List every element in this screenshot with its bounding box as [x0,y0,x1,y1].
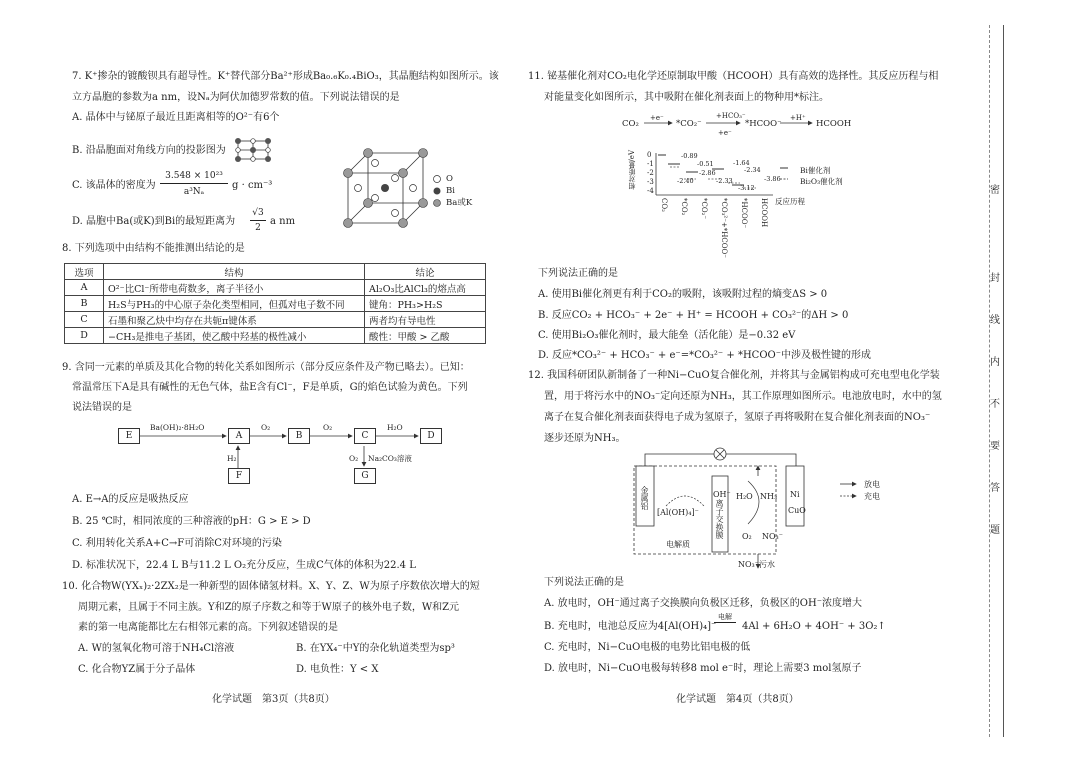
table-row [65,280,486,296]
q10-stem-line2: 周期元素，且属于不同主族。Y和Z的原子序数之和等于W原子的核外电子数，W和Z元 [78,602,460,613]
margin-char: 答 [990,483,1000,494]
value-label: -3.86 [764,175,781,183]
page-footer-right: 化学试题 第4页（共8页） [676,694,799,705]
q12-lead: 下列说法正确的是 [544,577,624,588]
q7-stem-line2: 立方晶胞的参数为a nm，设Nₐ为阿伏加德罗常数的值。下列说法错误的是 [72,92,400,103]
q8-header-option: 选项 [65,264,104,280]
arrow-label-o2-c: O₂ [349,454,359,463]
xcat-label: CO₂ [660,198,668,212]
arrow-label-baoh2: Ba(OH)₂·8H₂O [150,423,205,432]
q7-d-denominator: 2 [255,223,261,233]
cell: 石墨和聚乙炔中均存在共轭π键体系 [104,312,365,328]
chart-xlabel: 反应历程 [775,197,805,206]
scheme-hcooh: HCOOH [816,119,852,129]
chart-legend-bi: Bi催化剂 [800,166,831,175]
q9-option-a: A. E→A的反应是吸热反应 [72,494,189,505]
ytick-3: -3 [647,178,654,186]
q9-stem-line1: 9. 含同一元素的单质及其化合物的转化关系如图所示（部分反应条件及产物已略去）。已知： [62,362,470,373]
nh3-label: NH₃ [760,492,778,501]
binding-solid-line [1003,25,1004,737]
scheme-hcoo: *HCOO⁻ [745,119,782,129]
legend-markers [432,172,442,212]
margin-char: 线 [990,315,1000,326]
electrolysis-condition: 电解 [714,613,736,623]
q10-option-d: D. 电负性：Y < X [296,664,379,675]
q12-option-c: C. 充电时，Ni−CuO电极的电势比铝电极的低 [544,642,751,653]
q9-stem-line3: 说法错误的是 [72,402,132,413]
q9-stem-line2: 常温常压下A是具有碱性的无色气体，盐E含有Cl⁻，F是单质，G的焰色试验为黄色。下列 [72,382,468,393]
q12-option-a: A. 放电时，OH⁻通过离子交换膜向负极区迁移，负极区的OH⁻浓度增大 [544,598,862,609]
ytick-1: -1 [647,160,654,168]
cell: C [65,312,104,328]
chart-legend-bi2o3: Bi₂O₃催化剂 [800,177,843,186]
q11-option-c: C. 使用Bi₂O₃催化剂时，最大能垒（活化能）是−0.32 eV [538,330,796,341]
value-label: -2.34 [744,166,761,174]
charge-legend: 充电 [864,492,880,501]
q12-option-d: D. 放电时，Ni−CuO电极每转移8 mol e⁻时，理论上需要3 mol氢原子 [544,663,862,674]
box-e: E [118,428,140,444]
box-b: B [288,428,310,444]
arrow-label-na2co3: Na₂CO₃溶液 [368,454,412,463]
cell: 酸性：甲酸 > 乙酸 [365,328,486,344]
cuo-label: CuO [788,506,806,515]
arrow-label-o2-b: O₂ [323,423,333,432]
q10-option-c: C. 化合物YZ属于分子晶体 [78,664,196,675]
table-row [65,296,486,312]
q7-stem-line1: 7. K⁺掺杂的镀酸钡具有超导性。K⁺替代部分Ba²⁺形成Ba₀.₆K₀.₄BiO₃，其晶胞结构如图所示。该 [72,71,499,82]
q12-stem-line4: 逐步还原为NH₃。 [544,433,626,444]
arrow-label-h2o: H₂O [387,423,403,432]
cell: B [65,296,104,312]
margin-char: 不 [990,399,1000,410]
xcat-label: *CO₂ [680,198,688,216]
cell: D [65,328,104,344]
q11-stem-line2: 对能量变化如图所示，其中吸附在催化剂表面上的物种用*标注。 [544,92,829,103]
value-label: -0.51 [697,160,714,168]
scheme-e1: +e⁻ [650,114,664,122]
binding-dashed-line [989,25,990,737]
scheme-co2: CO₂ [622,119,639,129]
q8-header-structure: 结构 [104,264,365,280]
o2-label: O₂ [742,532,752,541]
q12-stem-line1: 12. 我国科研团队新制备了一种Ni−CuO复合催化剂，并将其与金属铝构成可充电型电化学装 [528,370,940,381]
arrow-label-o2-a: O₂ [261,423,271,432]
box-c: C [354,428,376,444]
electrolyte-label: 电解质 [666,540,690,549]
q10-stem-line3: 素的第一电离能都比左右相邻元素的高。下列叙述错误的是 [78,622,338,633]
legend-bi: Bi [446,186,455,196]
xcat-label: *HCOO⁻ [740,198,748,229]
scheme-arrows [640,116,820,130]
arrow-label-h2: H₂ [227,454,237,463]
q11-lead: 下列说法正确的是 [538,268,618,279]
value-label: -1.64 [733,159,750,167]
membrane-label: 离子交换膜 [715,499,724,539]
table-row [65,312,486,328]
q7-option-c-prefix: C. 该晶体的密度为 [72,180,156,191]
xcat-label: *CO₂⁻ [700,198,708,220]
q7-d-unit: a nm [270,216,296,227]
box-f: F [228,468,250,484]
xcat-label: *CO₃²⁻+*HCOO⁻ [720,198,728,258]
cell: H₂S与PH₃的中心原子杂化类型相同，但孤对电子数不同 [104,296,365,312]
box-d: D [420,428,442,444]
value-label: -0.89 [681,152,698,160]
q11-stem-line1: 11. 铋基催化剂对CO₂电化学还原制取甲酸（HCOOH）具有高效的选择性。其反应历程与相 [528,71,939,82]
q9-option-c: C. 利用转化关系A+C→F可消除C对环境的污染 [72,538,282,549]
box-a: A [228,428,250,444]
q10-option-b: B. 在YX₄⁻中Y的杂化轨道类型为sp³ [296,643,455,654]
q8-stem: 8. 下列选项中由结构不能推测出结论的是 [62,243,245,254]
projection-figure [232,137,274,163]
box-g: G [354,468,376,484]
q11-option-d: D. 反应*CO₃²⁻ + HCO₃⁻ + e⁻=*CO₃²⁻ + *HCOO⁻中涉及极性键的形成 [538,350,871,361]
cell: A [65,280,104,296]
cell: 两者均有导电性 [365,312,486,328]
cell: 键角：PH₃>H₂S [365,296,486,312]
table-row [65,328,486,344]
q7-option-b: B. 沿晶胞面对角线方向的投影图为 [72,145,226,156]
q7-density-numerator: 3.548 × 10²³ [160,170,228,184]
al-species-label: [Al(OH)₄]⁻ [657,508,699,517]
q8-table [64,263,486,344]
cell: O²⁻比Cl⁻所带电荷数多，离子半径小 [104,280,365,296]
margin-char: 要 [990,441,1000,452]
q10-stem-line1: 10. 化合物W(YXₓ)₂·2ZX₂是一种新型的固体储氢材料。X、Y、Z、W为原子序数依次增大的短 [62,581,480,592]
al-electrode-label: 金属铝 [640,486,649,510]
q12-stem-line3: 离子在复合催化剂表面获得电子成为氢原子，氢原子再将吸附在复合催化剂表面的NO₃⁻ [544,412,931,423]
cell: −CH₃是推电子基团，使乙酸中羟基的极性减小 [104,328,365,344]
scheme-h: +H⁺ [790,114,806,122]
legend-ba-k: Ba或K [446,198,473,208]
xcat-label: HCOOH [760,198,768,228]
value-label: -2.86 [699,169,716,177]
value-label: -2.33 [716,177,733,185]
scheme-e2: +e⁻ [718,129,732,137]
value-label: -2.40 [677,177,694,185]
h2o-label: H₂O [736,492,753,501]
page-footer-left: 化学试题 第3页（共8页） [212,694,335,705]
ytick-2: -2 [647,169,654,177]
ytick-0: 0 [647,151,652,159]
crystal-cell-figure [338,148,438,228]
q7-option-a: A. 晶体中与铋原子最近且距离相等的O²⁻有6个 [72,112,280,123]
q9-option-b: B. 25 ℃时，相同浓度的三种溶液的pH：G > E > D [72,516,311,527]
q11-option-b: B. 反应CO₂ + HCO₃⁻ + 2e⁻ + H⁺ = HCOOH + CO₃²⁻的ΔH > 0 [538,310,849,321]
q12-option-b-products: 4Al + 6H₂O + 4OH⁻ + 3O₂↑ [742,621,886,632]
ytick-4: -4 [647,187,654,195]
cell: Al₂O₃比AlCl₃的熔点高 [365,280,486,296]
q7-option-d: D. 晶胞中Ba(或K)到Bi的最短距离为 [72,216,236,227]
chart-ylabel: 相对能量/eV [628,150,636,190]
q7-density-denominator: a³Nₐ [183,187,205,197]
margin-char: 封 [990,273,1000,284]
q10-option-a: A. W的氢氧化物可溶于NH₄Cl溶液 [78,643,235,654]
no3-label: NO₃⁻ [762,532,783,541]
ni-label: Ni [790,490,800,499]
q12-stem-line2: 置，用于将污水中的NO₃⁻定向还原为NH₃，其工作原理如图所示。电池放电时，水中的氢 [544,391,942,402]
q8-header-conclusion: 结论 [365,264,486,280]
wastewater-label: NO₃⁻污水 [738,560,775,569]
scheme-co2-anion: *CO₂⁻ [676,119,702,129]
scheme-hco3: +HCO₃⁻ [716,112,746,120]
margin-char: 内 [990,357,1000,368]
margin-char: 题 [990,525,1000,536]
q7-d-numerator: √3 [250,207,266,221]
legend-o: O [446,174,453,184]
q11-option-a: A. 使用Bi催化剂更有利于CO₂的吸附，该吸附过程的熵变ΔS > 0 [538,289,828,300]
value-label: -3.12 [738,184,755,192]
margin-char: 密 [990,185,1000,196]
q9-option-d: D. 标准状况下，22.4 L B与11.2 L O₂充分反应，生成C气体的体积为22.4 L [72,560,416,571]
oh-label: OH⁻ [713,490,731,499]
discharge-legend: 放电 [864,480,880,489]
q12-option-b-prefix: B. 充电时，电池总反应为4[Al(OH)₄]⁻ [544,621,717,632]
q7-density-unit: g · cm⁻³ [232,180,273,191]
